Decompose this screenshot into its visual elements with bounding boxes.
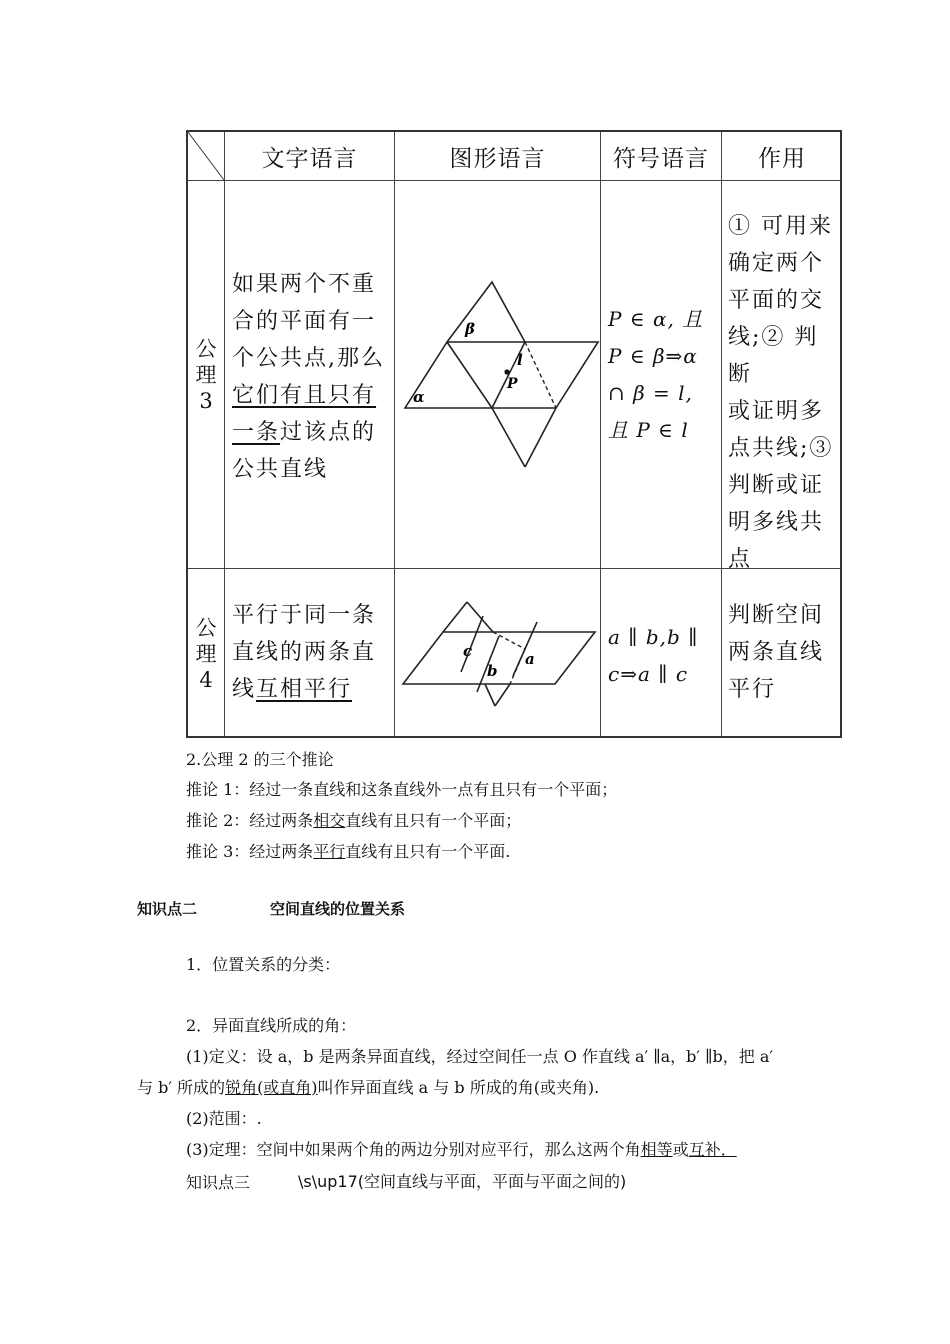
axiom-3-figure: [395, 272, 600, 472]
row-label-axiom-4: 公 理 4: [195, 615, 217, 692]
section-title-knowledge-2: 知识点二: [137, 900, 198, 918]
row-label-axiom-3: 公 理 3: [195, 336, 217, 413]
col-divider: [224, 132, 225, 736]
paragraph-corollary-3: 推论 3：经过两条平行直线有且只有一个平面.: [186, 842, 511, 861]
header-symbol-language: 符号语言: [613, 145, 709, 172]
header-effect: 作用: [758, 145, 806, 172]
svg-text:l: l: [517, 351, 523, 369]
axiom-3-effect: ① 可用来 确定两个 平面的交 线;② 判断 或证明多 点共线;③ 判断或证 明多线共 点: [728, 214, 834, 572]
section-title-knowledge-3: 知识点三: [186, 1173, 251, 1192]
diagonal-corner: [188, 132, 224, 180]
paragraph-corollary-1: 推论 1：经过一条直线和这条直线外一点有且只有一个平面；: [186, 780, 618, 799]
axiom-table: [186, 130, 842, 738]
paragraph-skew-angle: 2．异面直线所成的角：: [186, 1016, 357, 1035]
paragraph-corollaries-heading: 2.公理 2 的三个推论: [186, 750, 334, 769]
paragraph-definition-cont: 与 b′ 所成的锐角(或直角)叫作异面直线 a 与 b 所成的角(或夹角).: [137, 1078, 600, 1097]
axiom-4-symbols: a ∥ b,b ∥ c⇒a ∥ c: [608, 625, 699, 686]
axiom-4-text: 平行于同一条 直线的两条直 线互相平行: [232, 603, 377, 702]
svg-text:c: c: [463, 642, 473, 660]
svg-text:α: α: [413, 388, 425, 406]
paragraph-theorem: (3)定理：空间中如果两个角的两边分别对应平行，那么这两个角相等或互补．: [186, 1140, 737, 1159]
axiom-3-symbols: P ∈ α, 且 P ∈ β⇒α ∩ β = l, 且 P ∈ l: [608, 307, 704, 442]
section-subtitle-knowledge-3: \s\up17(空间直线与平面，平面与平面之间的): [298, 1172, 627, 1191]
axiom-4-figure: [395, 594, 600, 714]
header-figure-language: 图形语言: [449, 145, 546, 172]
paragraph-classification: 1．位置关系的分类：: [186, 955, 341, 974]
paragraph-definition: (1)定义：设 a，b 是两条异面直线，经过空间任一点 O 作直线 a′ ∥a，b′ ∥b，把 a′: [186, 1047, 774, 1066]
svg-text:b: b: [487, 662, 498, 680]
paragraph-corollary-2: 推论 2：经过两条相交直线有且只有一个平面；: [186, 811, 522, 830]
axiom-3-text: 如果两个不重 合的平面有一 个公共点,那么 它们有且只有 一条过该点的 公共直线: [232, 266, 392, 488]
section-subtitle-knowledge-2: 空间直线的位置关系: [270, 900, 406, 918]
row-divider: [188, 180, 840, 181]
svg-text:a: a: [525, 650, 535, 668]
svg-text:β: β: [465, 320, 475, 338]
svg-text:P: P: [507, 376, 518, 392]
underlined-phrase: 它们有且只有: [232, 383, 377, 408]
paragraph-range: (2)范围：.: [186, 1109, 262, 1128]
col-divider: [600, 132, 601, 736]
axiom-4-effect: 判断空间 两条直线 平行: [728, 603, 825, 702]
col-divider: [721, 132, 722, 736]
header-text-language: 文字语言: [261, 145, 358, 172]
